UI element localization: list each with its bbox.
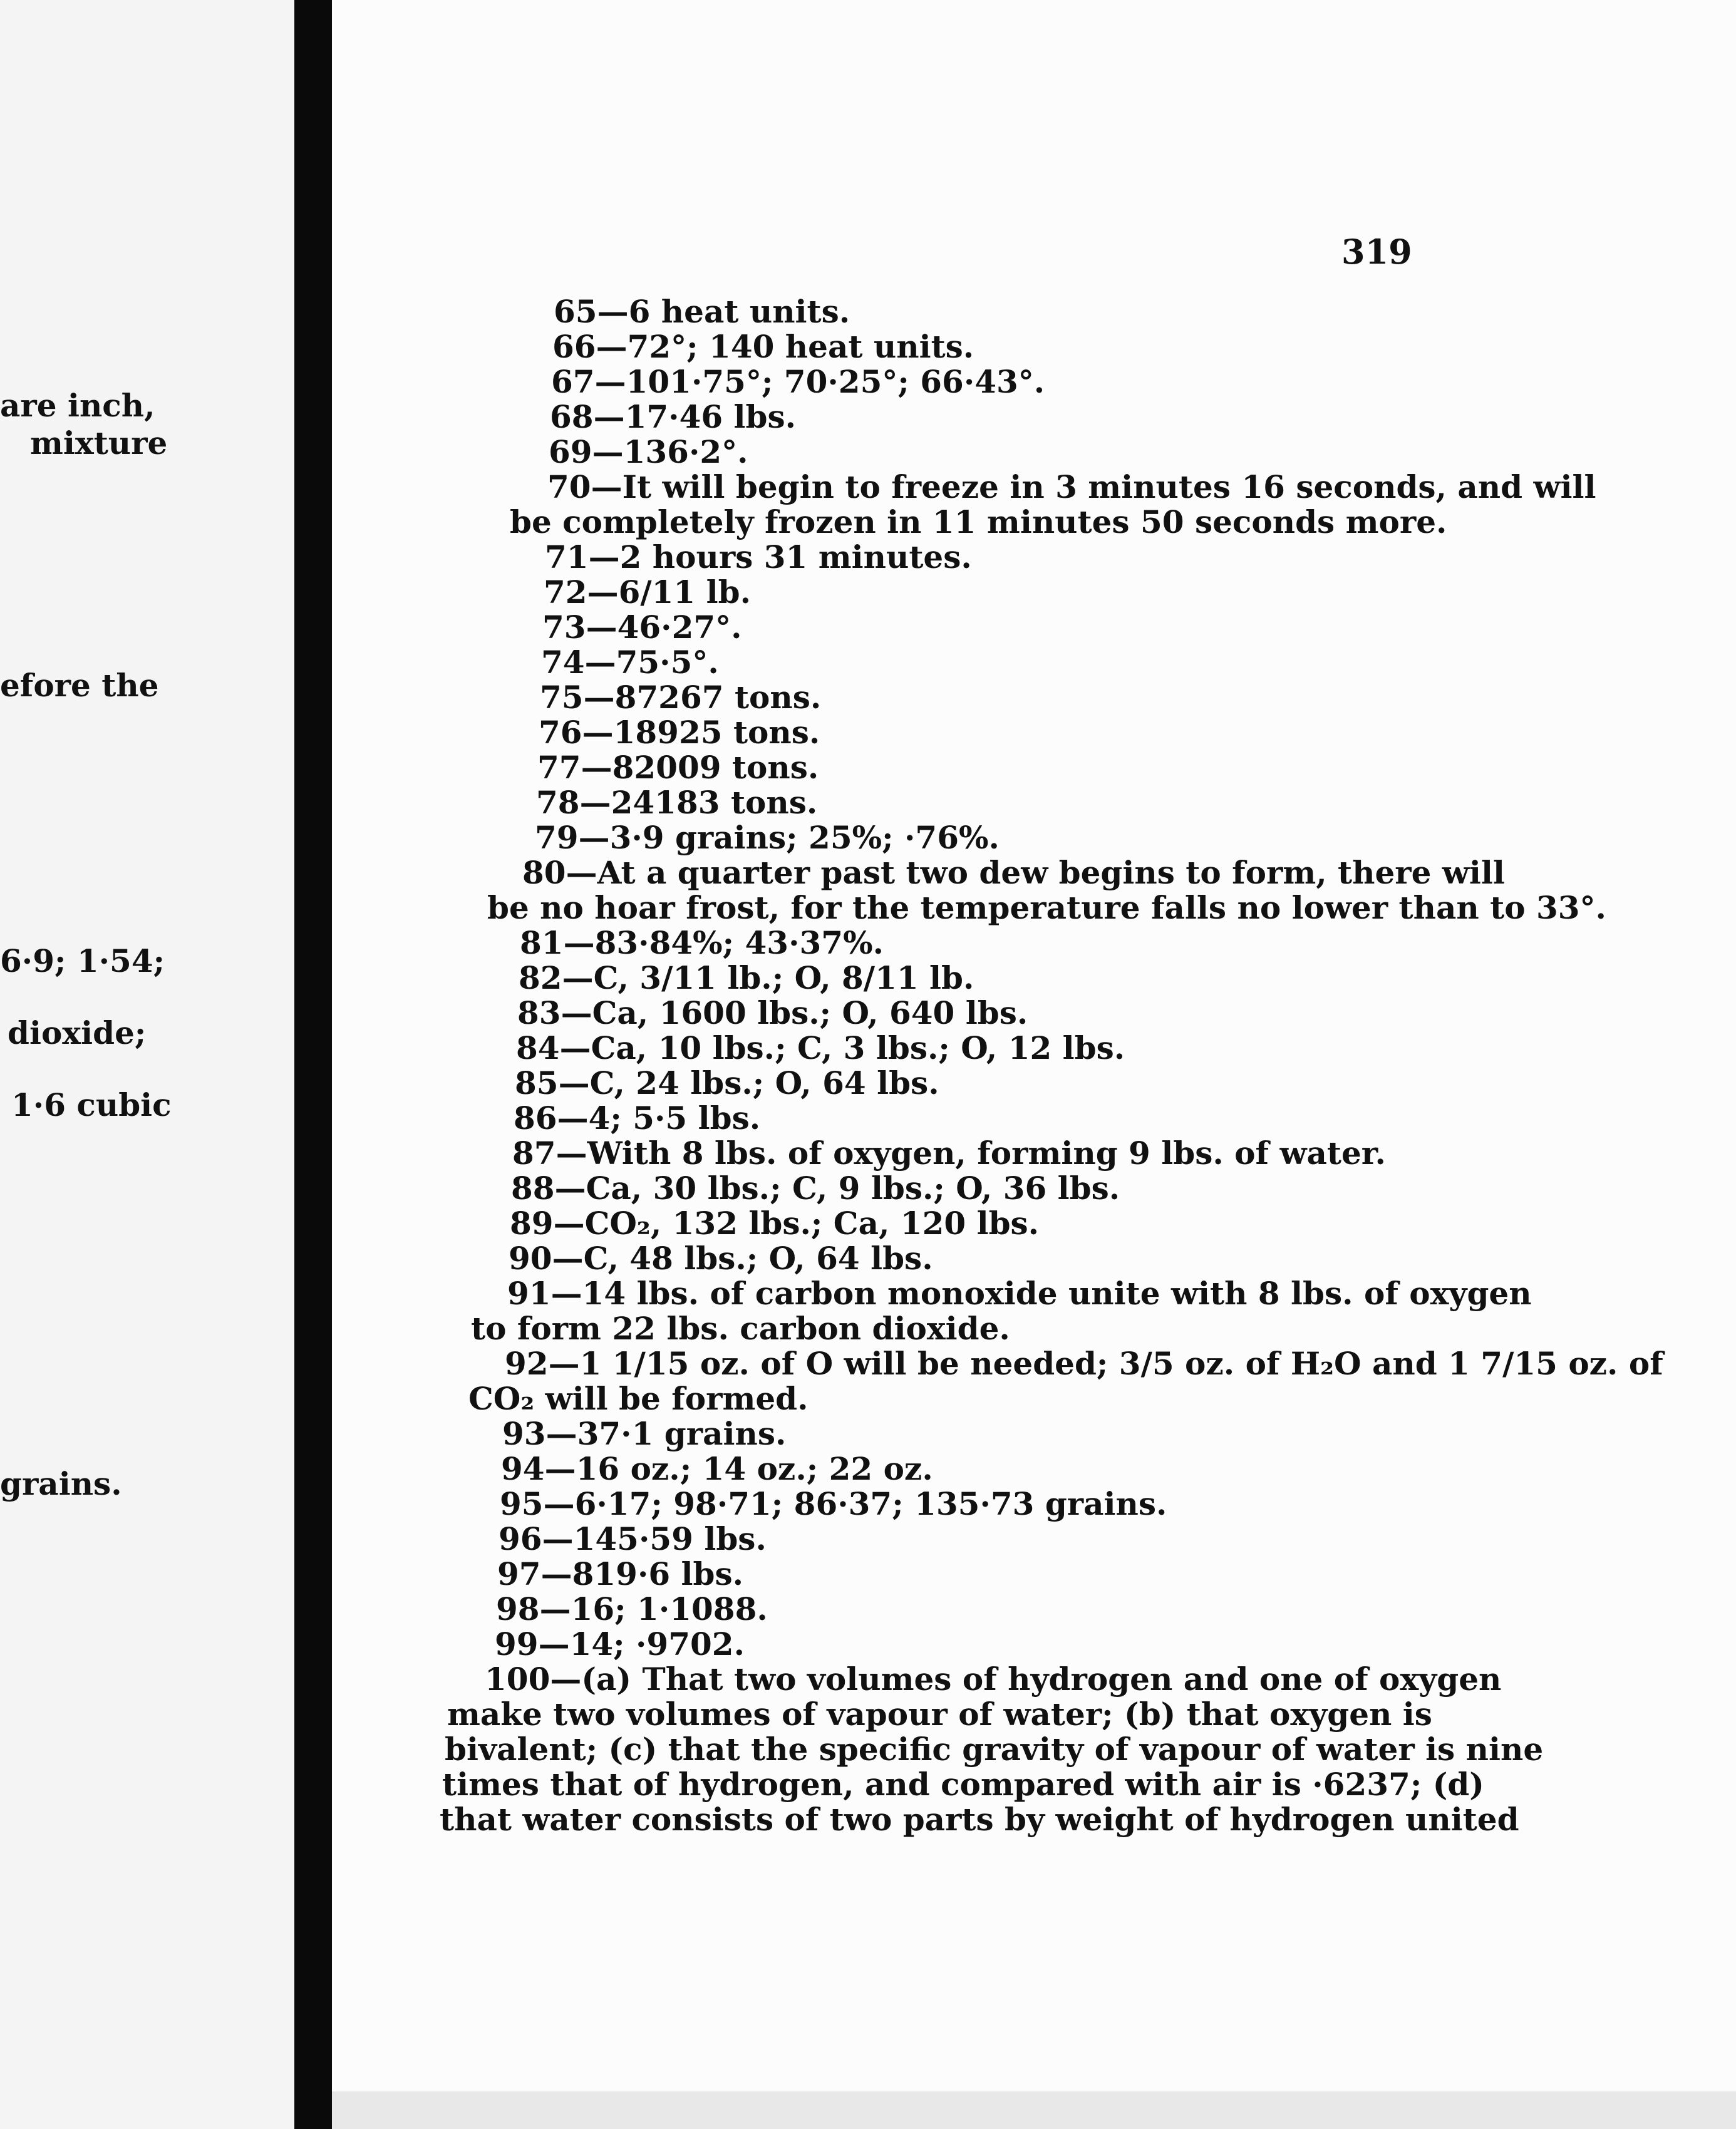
page-number: 319 bbox=[1341, 232, 1412, 272]
answer-line: that water consists of two parts by weight of hydrogen united bbox=[440, 1801, 1519, 1838]
answer-line: 85—C, 24 lbs.; O, 64 lbs. bbox=[515, 1064, 939, 1101]
answer-line: 72—6/11 lb. bbox=[544, 574, 751, 611]
left-page bbox=[0, 0, 294, 2129]
left-page-fragment: grains. bbox=[0, 1465, 122, 1502]
answer-line: 99—14; ·9702. bbox=[495, 1626, 745, 1662]
answer-line: 90—C, 48 lbs.; O, 64 lbs. bbox=[509, 1240, 933, 1277]
answer-line: 69—136·2°. bbox=[549, 433, 748, 470]
answer-line: times that of hydrogen, and compared with air is ·6237; (d) bbox=[442, 1766, 1484, 1803]
answer-line: 68—17·46 lbs. bbox=[550, 398, 797, 435]
answer-line: 71—2 hours 31 minutes. bbox=[545, 539, 972, 575]
answer-line: 67—101·75°; 70·25°; 66·43°. bbox=[551, 363, 1045, 400]
answer-line: be completely frozen in 11 minutes 50 seconds more. bbox=[510, 503, 1447, 540]
left-page-fragment: dioxide; bbox=[8, 1014, 147, 1051]
answer-line: 75—87267 tons. bbox=[540, 679, 822, 716]
answer-line: 76—18925 tons. bbox=[539, 714, 820, 751]
answer-line: 87—With 8 lbs. of oxygen, forming 9 lbs. of water. bbox=[512, 1135, 1386, 1172]
answer-line: 98—16; 1·1088. bbox=[496, 1590, 768, 1627]
left-page-fragment: efore the bbox=[0, 667, 159, 704]
answer-line: CO₂ will be formed. bbox=[468, 1380, 809, 1417]
answer-line: 79—3·9 grains; 25%; ·76%. bbox=[535, 819, 1000, 856]
answer-line: 83—Ca, 1600 lbs.; O, 640 lbs. bbox=[517, 994, 1028, 1031]
answer-line: 94—16 oz.; 14 oz.; 22 oz. bbox=[501, 1450, 933, 1487]
answer-line: 73—46·27°. bbox=[542, 609, 742, 646]
book-gutter bbox=[294, 0, 332, 2129]
left-page-fragment: are inch, bbox=[0, 387, 155, 424]
book-page bbox=[332, 0, 1736, 2129]
answer-line: 81—83·84%; 43·37%. bbox=[520, 924, 884, 961]
page-bottom-edge bbox=[332, 2091, 1736, 2129]
answer-line: 91—14 lbs. of carbon monoxide unite with 8 lbs. of oxygen bbox=[507, 1275, 1532, 1312]
answer-line: 74—75·5°. bbox=[541, 644, 719, 681]
answer-line: 65—6 heat units. bbox=[554, 293, 850, 330]
answer-line: 86—4; 5·5 lbs. bbox=[514, 1100, 761, 1137]
answer-line: 82—C, 3/11 lb.; O, 8/11 lb. bbox=[519, 959, 974, 996]
left-page-fragment: mixture bbox=[30, 425, 168, 461]
answer-line: 66—72°; 140 heat units. bbox=[552, 328, 974, 365]
answer-line: 93—37·1 grains. bbox=[502, 1415, 787, 1452]
answer-line: 84—Ca, 10 lbs.; C, 3 lbs.; O, 12 lbs. bbox=[516, 1029, 1125, 1066]
answer-line: 80—At a quarter past two dew begins to form, there will bbox=[522, 854, 1505, 891]
answer-line: 97—819·6 lbs. bbox=[497, 1555, 744, 1592]
answer-line: 89—CO₂, 132 lbs.; Ca, 120 lbs. bbox=[510, 1205, 1040, 1242]
answer-line: 96—145·59 lbs. bbox=[499, 1520, 767, 1557]
answer-line: 92—1 1/15 oz. of O will be needed; 3/5 oz. of H₂O and 1 7/15 oz. of bbox=[505, 1345, 1663, 1382]
left-page-fragment: 6·9; 1·54; bbox=[0, 942, 165, 979]
answer-line: 100—(a) That two volumes of hydrogen and one of oxygen bbox=[485, 1661, 1502, 1698]
answer-line: 70—It will begin to freeze in 3 minutes 16 seconds, and will bbox=[547, 468, 1596, 505]
answer-line: be no hoar frost, for the temperature falls no lower than to 33°. bbox=[487, 889, 1606, 926]
answer-line: 78—24183 tons. bbox=[536, 784, 818, 821]
answer-line: 88—Ca, 30 lbs.; C, 9 lbs.; O, 36 lbs. bbox=[511, 1170, 1120, 1207]
left-page-fragment: 1·6 cubic bbox=[11, 1086, 172, 1123]
answer-line: make two volumes of vapour of water; (b) that oxygen is bbox=[447, 1696, 1432, 1733]
answer-line: 95—6·17; 98·71; 86·37; 135·73 grains. bbox=[500, 1485, 1167, 1522]
answer-line: 77—82009 tons. bbox=[537, 749, 819, 786]
answer-line: bivalent; (c) that the specific gravity of vapour of water is nine bbox=[445, 1731, 1544, 1768]
answer-line: to form 22 lbs. carbon dioxide. bbox=[471, 1310, 1010, 1347]
